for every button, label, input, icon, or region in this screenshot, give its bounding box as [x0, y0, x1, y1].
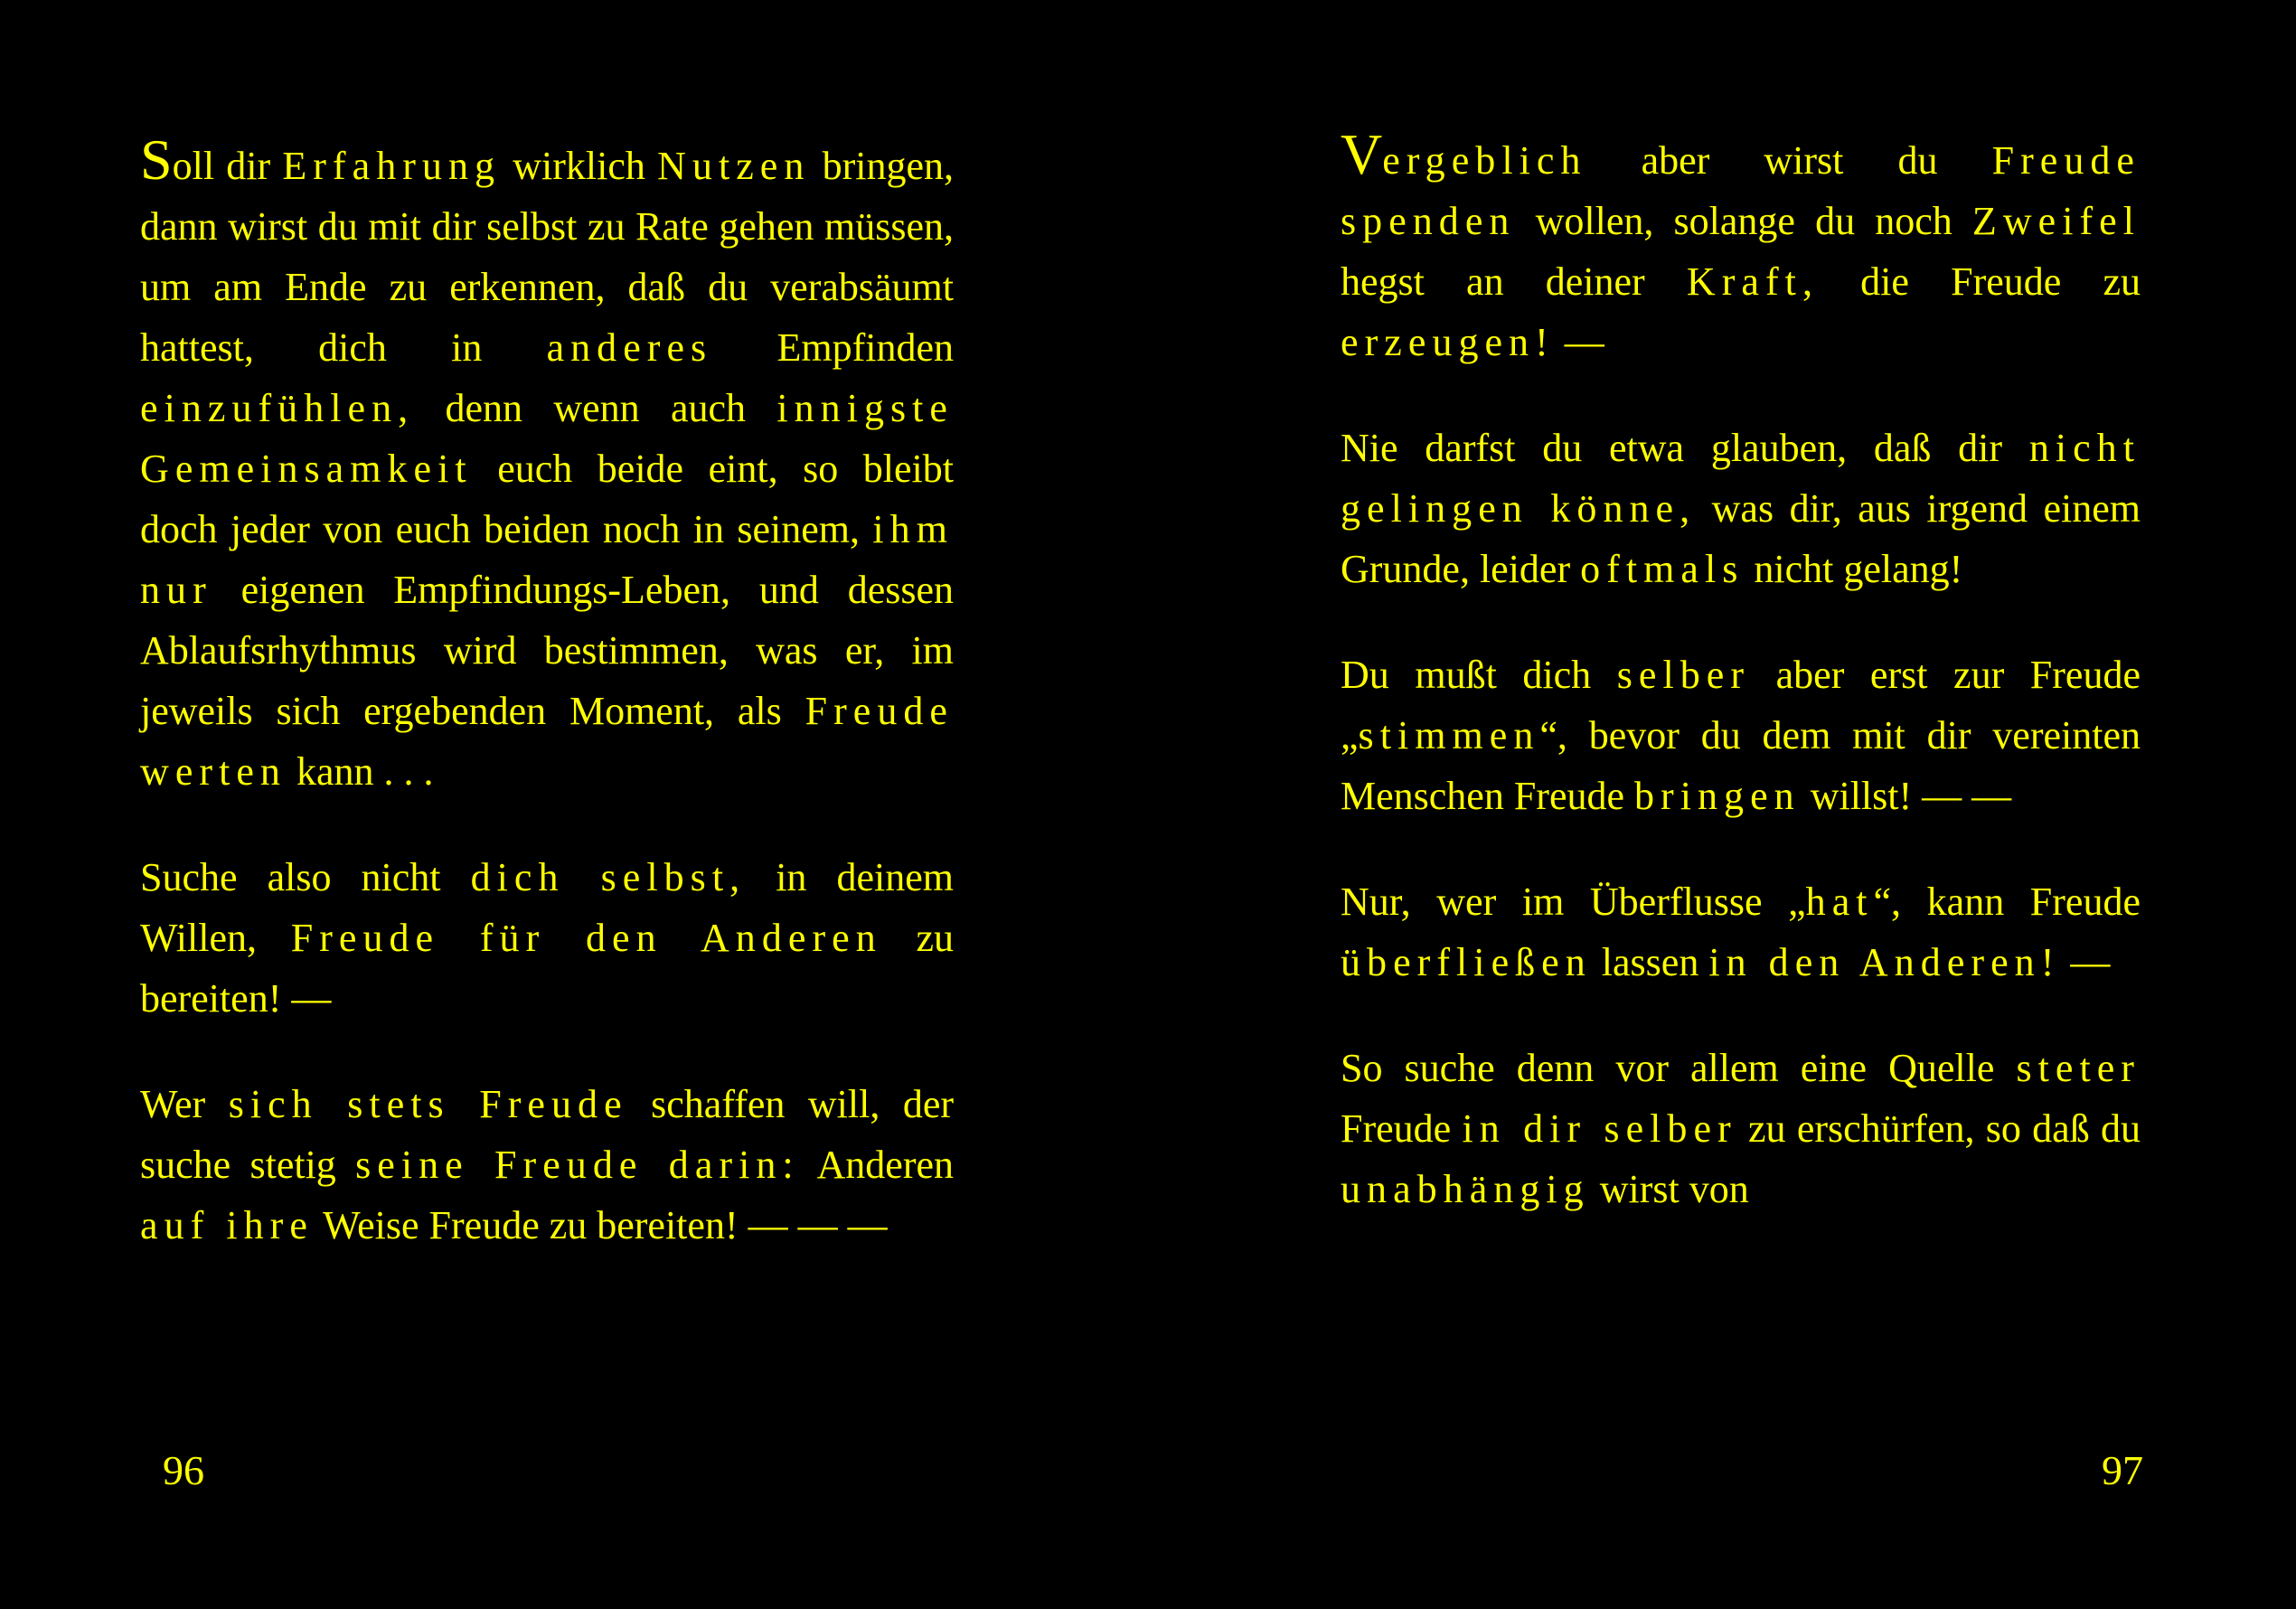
paragraph — [1341, 1038, 2141, 1219]
spaced-text: selber — [1616, 653, 1751, 697]
spaced-text: anderes — [546, 325, 713, 370]
spaced-text: hat — [1805, 880, 1874, 924]
spaced-text: in dir selber — [1462, 1106, 1737, 1151]
text-run: Wer — [140, 1082, 229, 1126]
left-page-text — [140, 127, 955, 1256]
text-run: denn wenn auch — [414, 386, 777, 430]
text-run: in deinem Willen, — [140, 855, 954, 960]
text-run: oll dir — [172, 144, 283, 188]
text-run: “, bevor du dem mit dir vereinten Menschen Freude — [1341, 713, 2141, 818]
paragraph — [140, 127, 955, 802]
text-run: “, kann Freude — [1873, 880, 2141, 924]
spaced-text: in den Anderen! — [1708, 940, 2061, 984]
text-run: schaffen will, der suche stetig — [140, 1082, 954, 1187]
spaced-text: auf ihre — [140, 1203, 314, 1247]
text-run: Freude — [1341, 1106, 1463, 1151]
spaced-text: einzufühlen, — [140, 386, 415, 430]
spaced-text: erzeugen! — [1341, 320, 1555, 364]
text-run: lassen — [1591, 940, 1709, 984]
spaced-text: stimmen — [1358, 713, 1540, 757]
right-page — [1148, 0, 2296, 1609]
text-run: kann . . . — [286, 749, 434, 794]
spaced-text: ihm nur — [140, 507, 954, 612]
text-run: Du mußt dich — [1341, 653, 1617, 697]
text-run: Suche also nicht — [140, 855, 471, 899]
text-run: wirst von — [1589, 1167, 1749, 1211]
spaced-text: Nutzen — [657, 144, 811, 188]
text-run: Nur, wer im Überflusse „ — [1341, 880, 1806, 924]
page-number-left: 96 — [163, 1447, 204, 1493]
paragraph — [1341, 122, 2141, 372]
text-run: nicht gelang! — [1744, 547, 1963, 591]
paragraph — [140, 1074, 954, 1256]
spaced-text: oftmals — [1580, 547, 1745, 591]
text-run: willst! — — — [1800, 774, 2012, 818]
spaced-text: bringen — [1634, 774, 1801, 818]
spaced-text: Freude spenden — [1341, 138, 2141, 243]
text-run: Nie darfst du etwa glauben, daß dir — [1341, 426, 2029, 470]
spaced-text: innigste Gemeinsamkeit — [140, 386, 954, 491]
spaced-text: nicht gelingen könne, — [1341, 426, 2141, 531]
spaced-text: Freude werten — [140, 689, 954, 794]
text-run: die Freude zu — [1818, 259, 2141, 304]
spaced-text: steter — [2016, 1046, 2141, 1090]
drop-cap: S — [140, 127, 173, 192]
text-run: zu bereiten! — — [140, 916, 954, 1021]
paragraph — [1341, 871, 2141, 993]
text-run: — — [1554, 320, 1604, 364]
text-run: Anderen — [799, 1143, 955, 1187]
text-run: So suche denn vor allem eine Quelle — [1341, 1046, 2017, 1090]
spaced-text: Erfahrung — [282, 144, 502, 188]
text-run: zu erschürfen, so daß du — [1736, 1106, 2141, 1151]
drop-cap: V — [1341, 122, 1383, 186]
spaced-text: Kraft, — [1686, 259, 1819, 304]
text-run: eigenen Empfindungs-Leben, und dessen Ablaufsrhythmus wird bestimmen, was er, im jeweils sich ergebenden Moment, als — [140, 568, 954, 733]
text-run: hegst an deiner — [1341, 259, 1687, 304]
spaced-text: Freude für den Anderen — [290, 916, 882, 960]
paragraph — [1341, 418, 2141, 599]
paragraph — [1341, 645, 2141, 826]
spaced-text: sich stets Freude — [228, 1082, 628, 1126]
spaced-text: dich selbst, — [470, 855, 747, 899]
paragraph — [140, 847, 954, 1029]
right-page-text — [1341, 122, 2141, 1219]
text-run: bringen, dann wirst du mit dir selbst zu Rate gehen müssen, um am Ende zu erkennen, daß du verabsäumt hattest, dich in — [140, 144, 955, 370]
spaced-text: unabhängig — [1341, 1167, 1590, 1211]
spaced-text: ergeblich — [1382, 138, 1587, 183]
spaced-text: Zweifel — [1971, 199, 2141, 243]
text-run: aber erst zur Freude „ — [1341, 653, 2141, 757]
text-run: aber wirst du — [1586, 138, 1992, 183]
text-run: wirklich — [501, 144, 658, 188]
spaced-text: seine Freude darin: — [355, 1143, 800, 1187]
text-run: euch beide eint, so bleibt doch jeder von euch beiden noch in seinem, — [140, 447, 954, 551]
text-run: wollen, solange du noch — [1515, 199, 1972, 243]
text-run: Weise Freude zu bereiten! — — — — [313, 1203, 888, 1247]
text-run: Empfinden — [712, 325, 954, 370]
page-number-right: 97 — [2102, 1447, 2143, 1493]
text-run: — — [2060, 940, 2111, 984]
spaced-text: überfließen — [1341, 940, 1592, 984]
text-run: was dir, aus irgend einem Grunde, leider — [1341, 486, 2141, 591]
